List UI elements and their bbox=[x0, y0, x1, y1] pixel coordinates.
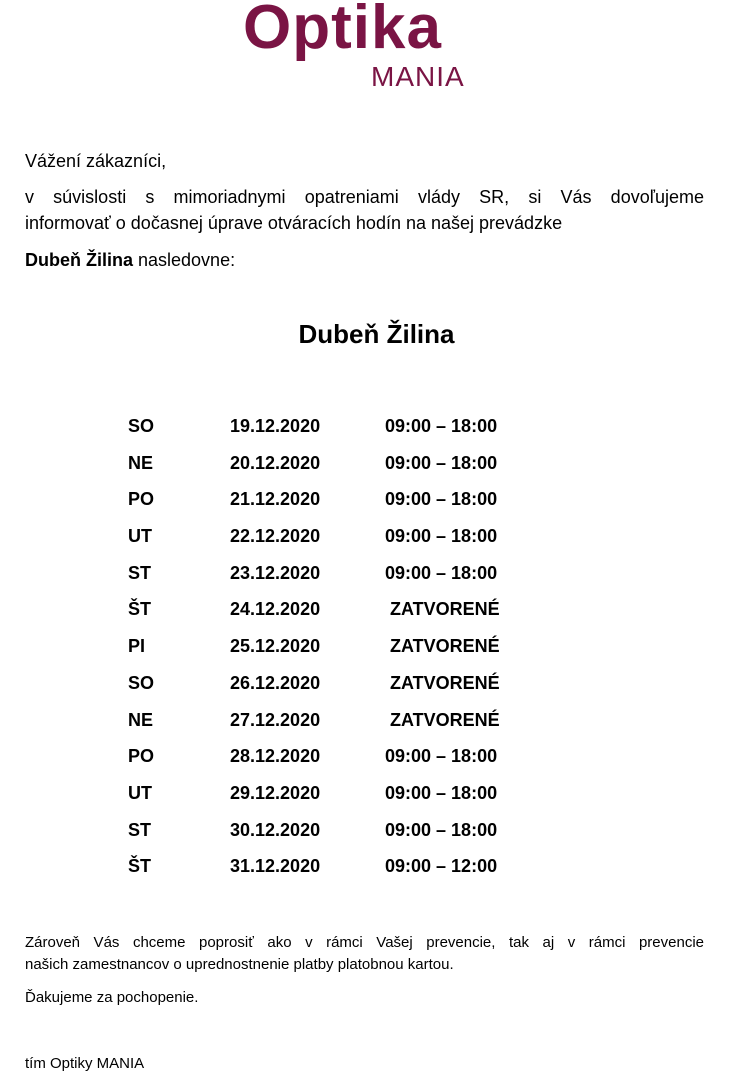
schedule-hours: 09:00 – 18:00 bbox=[385, 489, 498, 510]
optika-mania-logo bbox=[0, 0, 753, 100]
payment-request-note bbox=[25, 932, 704, 976]
schedule-row bbox=[0, 740, 753, 777]
schedule-day: ST bbox=[128, 562, 152, 583]
schedule-row bbox=[0, 704, 753, 741]
schedule-hours: ZATVORENÉ bbox=[390, 599, 500, 620]
schedule-hours: 09:00 – 12:00 bbox=[385, 856, 498, 877]
logo-main-text: Optika bbox=[243, 0, 442, 62]
schedule-date: 22.12.2020 bbox=[230, 526, 321, 547]
opening-hours-schedule bbox=[0, 410, 753, 887]
schedule-day: PI bbox=[128, 636, 146, 657]
branch-line bbox=[25, 247, 704, 273]
schedule-date: 19.12.2020 bbox=[230, 416, 321, 436]
schedule-day: SO bbox=[128, 672, 155, 693]
schedule-hours: 09:00 – 18:00 bbox=[385, 526, 498, 547]
signature-line: tím Optiky MANIA bbox=[25, 1055, 145, 1072]
schedule-date: 26.12.2020 bbox=[230, 672, 321, 693]
schedule-row bbox=[0, 777, 753, 814]
schedule-day: UT bbox=[128, 526, 152, 547]
thanks-line: Ďakujeme za pochopenie. bbox=[25, 989, 199, 1006]
intro-line-1: v súvislosti s mimoriadnymi opatreniami vlády SR, si Vás dovoľujeme bbox=[25, 187, 704, 207]
schedule-hours: 09:00 – 18:00 bbox=[385, 562, 498, 583]
schedule-date: 31.12.2020 bbox=[230, 856, 321, 877]
schedule-date: 28.12.2020 bbox=[230, 746, 321, 767]
branch-name-bold: Dubeň Žilina bbox=[25, 250, 133, 270]
schedule-hours: ZATVORENÉ bbox=[390, 636, 500, 657]
schedule-hours: ZATVORENÉ bbox=[390, 672, 500, 693]
schedule-row bbox=[0, 557, 753, 594]
logo-sub-text: MANIA bbox=[371, 61, 465, 92]
schedule-day: SO bbox=[128, 416, 155, 436]
schedule-day: NE bbox=[128, 452, 154, 473]
schedule-row bbox=[0, 814, 753, 851]
schedule-day: ST bbox=[128, 819, 152, 840]
branch-line-rest: nasledovne: bbox=[133, 250, 236, 270]
schedule-row bbox=[0, 850, 753, 887]
footer-note-line-2: našich zamestnancov o uprednostnenie platby platobnou kartou. bbox=[25, 956, 454, 973]
schedule-day: ŠT bbox=[128, 856, 152, 877]
schedule-day: ŠT bbox=[128, 599, 152, 620]
schedule-row bbox=[0, 593, 753, 630]
schedule-date: 30.12.2020 bbox=[230, 819, 321, 840]
schedule-day: PO bbox=[128, 489, 155, 510]
schedule-row bbox=[0, 483, 753, 520]
schedule-date: 27.12.2020 bbox=[230, 709, 321, 730]
schedule-day: PO bbox=[128, 746, 155, 767]
schedule-hours: ZATVORENÉ bbox=[390, 709, 500, 730]
schedule-date: 20.12.2020 bbox=[230, 452, 321, 473]
schedule-day: NE bbox=[128, 709, 154, 730]
schedule-row bbox=[0, 630, 753, 667]
schedule-date: 25.12.2020 bbox=[230, 636, 321, 657]
schedule-date: 21.12.2020 bbox=[230, 489, 321, 510]
schedule-hours: 09:00 – 18:00 bbox=[385, 819, 498, 840]
schedule-row bbox=[0, 667, 753, 704]
schedule-row bbox=[0, 447, 753, 484]
schedule-heading: Dubeň Žilina bbox=[298, 319, 455, 349]
letter-intro bbox=[25, 184, 704, 236]
letter-greeting: Vážení zákazníci, bbox=[25, 151, 167, 171]
schedule-hours: 09:00 – 18:00 bbox=[385, 452, 498, 473]
schedule-hours: 09:00 – 18:00 bbox=[385, 746, 498, 767]
schedule-row bbox=[0, 410, 753, 447]
footer-note-line-1: Zároveň Vás chceme poprosiť ako v rámci Vašej prevencie, tak aj v rámci prevencie bbox=[25, 934, 704, 951]
schedule-day: UT bbox=[128, 782, 152, 803]
schedule-hours: 09:00 – 18:00 bbox=[385, 416, 498, 436]
schedule-hours: 09:00 – 18:00 bbox=[385, 782, 498, 803]
schedule-date: 29.12.2020 bbox=[230, 782, 321, 803]
schedule-date: 23.12.2020 bbox=[230, 562, 321, 583]
schedule-date: 24.12.2020 bbox=[230, 599, 321, 620]
schedule-row bbox=[0, 520, 753, 557]
intro-line-2: informovať o dočasnej úprave otváracích hodín na našej prevádzke bbox=[25, 213, 563, 233]
